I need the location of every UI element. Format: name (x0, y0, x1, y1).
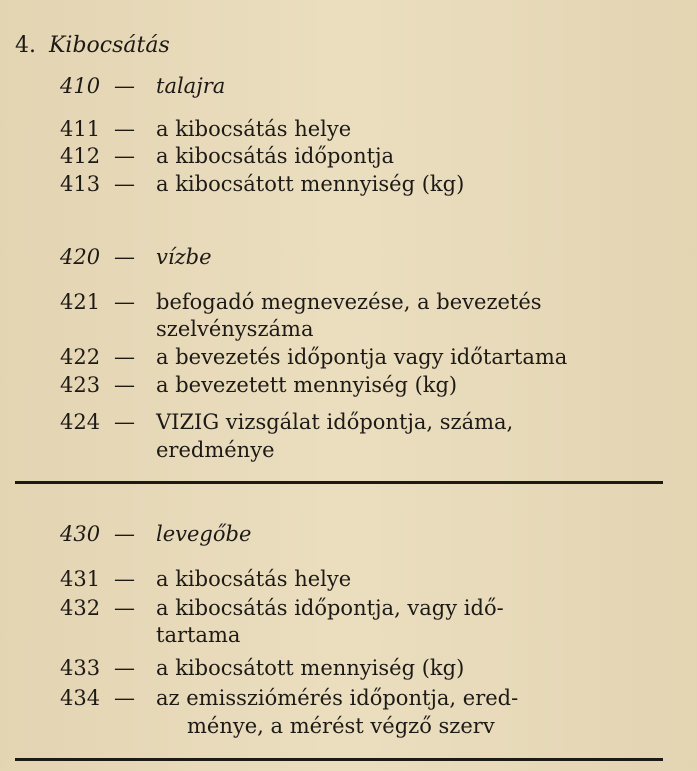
item-text: a kibocsátott mennyiség (kg) (156, 172, 465, 196)
item-text: a kibocsátás helye (156, 117, 352, 141)
item-code: 412 (60, 144, 101, 168)
item-text: befogadó megnevezése, a bevezetés (156, 290, 542, 314)
item-dash: — (114, 345, 135, 369)
item-text-continuation: szelvényszáma (156, 317, 314, 341)
group-code: 420 (60, 245, 101, 269)
item-dash: — (114, 144, 135, 168)
item-text: a kibocsátott mennyiség (kg) (156, 656, 465, 680)
item-code: 424 (60, 410, 101, 434)
item-text: a kibocsátás időpontja, vagy idő- (156, 596, 504, 620)
item-text: az emissziómérés időpontja, ered- (156, 686, 519, 710)
group-dash: — (114, 74, 135, 98)
item-code: 411 (60, 117, 101, 141)
group-dash: — (114, 245, 135, 269)
group-dash: — (114, 522, 135, 546)
item-text-continuation: ménye, a mérést végző szerv (187, 714, 495, 738)
item-text: a kibocsátás helye (156, 567, 352, 591)
item-code: 423 (60, 373, 101, 397)
item-text-continuation: tartama (156, 623, 241, 647)
item-code: 432 (60, 596, 101, 620)
group-title: talajra (156, 74, 226, 98)
item-dash: — (114, 567, 135, 591)
item-dash: — (114, 290, 135, 314)
section-divider-2 (15, 758, 663, 761)
item-code: 431 (60, 567, 101, 591)
section-divider-1 (15, 481, 663, 484)
item-text: a bevezetés időpontja vagy időtartama (156, 345, 568, 369)
group-title: levegőbe (156, 522, 252, 546)
group-code: 410 (60, 74, 101, 98)
item-code: 433 (60, 656, 101, 680)
item-dash: — (114, 117, 135, 141)
item-dash: — (114, 686, 135, 710)
section-number: 4. (15, 33, 36, 58)
section-heading (15, 33, 170, 59)
item-dash: — (114, 656, 135, 680)
item-dash: — (114, 373, 135, 397)
item-code: 434 (60, 686, 101, 710)
item-code: 413 (60, 172, 101, 196)
item-dash: — (114, 596, 135, 620)
group-title: vízbe (156, 245, 212, 269)
item-text: a kibocsátás időpontja (156, 144, 395, 168)
item-code: 422 (60, 345, 101, 369)
item-dash: — (114, 172, 135, 196)
group-code: 430 (60, 522, 101, 546)
section-title: Kibocsátás (49, 33, 170, 58)
item-text: VIZIG vizsgálat időpontja, száma, (156, 410, 514, 434)
item-code: 421 (60, 290, 101, 314)
item-text: a bevezetett mennyiség (kg) (156, 373, 458, 397)
item-dash: — (114, 410, 135, 434)
item-text-continuation: eredménye (156, 438, 275, 462)
